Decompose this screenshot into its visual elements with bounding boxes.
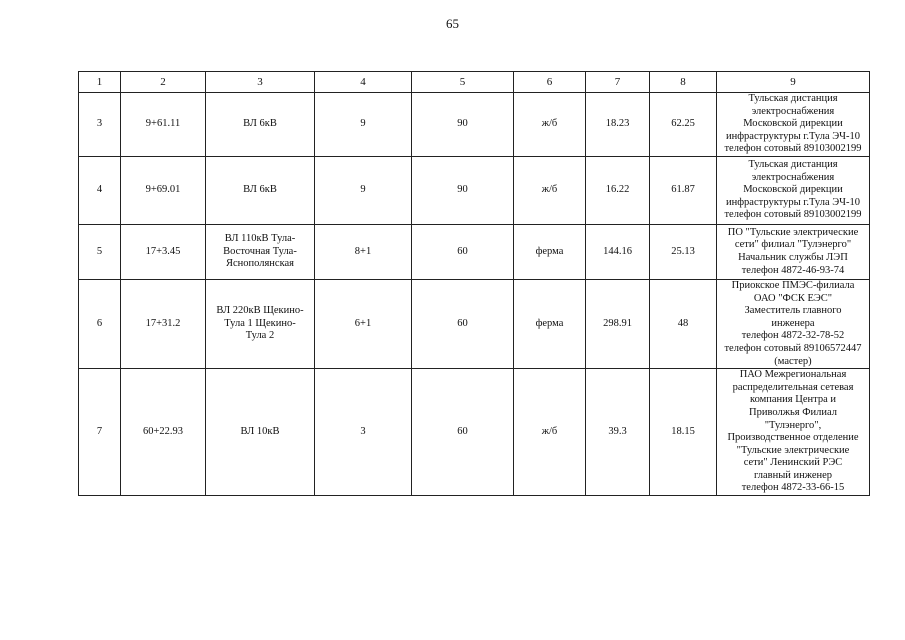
- column-header: 7: [586, 72, 650, 93]
- row-number-cell: 6: [79, 279, 121, 368]
- table-row: [79, 93, 870, 157]
- line-name-cell: ВЛ 6кВ: [206, 93, 315, 157]
- cell: 9: [315, 156, 412, 224]
- picket-cell: 9+61.11: [121, 93, 206, 157]
- table-row: [79, 224, 870, 279]
- cell: 18.23: [586, 93, 650, 157]
- table-row: [79, 369, 870, 496]
- cell: 62.25: [650, 93, 717, 157]
- cell: 90: [412, 93, 514, 157]
- line-name-cell: ВЛ 10кВ: [206, 369, 315, 496]
- cell: 61.87: [650, 156, 717, 224]
- row-number-cell: 3: [79, 93, 121, 157]
- cell: 298.91: [586, 279, 650, 368]
- cell: 18.15: [650, 369, 717, 496]
- cell: 16.22: [586, 156, 650, 224]
- owner-contact-cell: Тульская дистанция электроснабжения Московской дирекции инфраструктуры г.Тула ЭЧ-10 телефон сотовый 89103002199: [717, 156, 870, 224]
- owner-contact-cell: Тульская дистанция электроснабжения Московской дирекции инфраструктуры г.Тула ЭЧ-10 телефон сотовый 89103002199: [717, 93, 870, 157]
- cell: 144.16: [586, 224, 650, 279]
- table-row: [79, 279, 870, 368]
- column-header: 1: [79, 72, 121, 93]
- cell: 25.13: [650, 224, 717, 279]
- support-type-cell: ферма: [514, 279, 586, 368]
- picket-cell: 60+22.93: [121, 369, 206, 496]
- support-type-cell: ж/б: [514, 156, 586, 224]
- cell: 48: [650, 279, 717, 368]
- cell: 90: [412, 156, 514, 224]
- column-header: 2: [121, 72, 206, 93]
- support-type-cell: ферма: [514, 224, 586, 279]
- column-header: 8: [650, 72, 717, 93]
- line-name-cell: ВЛ 220кВ Щекино- Тула 1 Щекино- Тула 2: [206, 279, 315, 368]
- column-header: 5: [412, 72, 514, 93]
- column-header: 3: [206, 72, 315, 93]
- picket-cell: 17+31.2: [121, 279, 206, 368]
- table-row: [79, 156, 870, 224]
- owner-contact-cell: ПАО Межрегиональная распределительная сетевая компания Центра и Приволжья Филиал "Тулэнерго", Производственное отделение "Тульские электрические сети" Ленинский РЭС главный инженер телефон 4872-33-66-15: [717, 369, 870, 496]
- row-number-cell: 4: [79, 156, 121, 224]
- owner-contact-cell: ПО "Тульские электрические сети" филиал "Тулэнерго" Начальник службы ЛЭП телефон 4872-46-93-74: [717, 224, 870, 279]
- table-header-row: [79, 72, 870, 93]
- page-number: 65: [446, 16, 459, 31]
- column-header: 6: [514, 72, 586, 93]
- row-number-cell: 5: [79, 224, 121, 279]
- line-name-cell: ВЛ 110кВ Тула- Восточная Тула- Яснополянская: [206, 224, 315, 279]
- picket-cell: 17+3.45: [121, 224, 206, 279]
- support-type-cell: ж/б: [514, 93, 586, 157]
- cell: 8+1: [315, 224, 412, 279]
- cell: 60: [412, 279, 514, 368]
- cell: 60: [412, 369, 514, 496]
- row-number-cell: 7: [79, 369, 121, 496]
- cell: 9: [315, 93, 412, 157]
- cell: 6+1: [315, 279, 412, 368]
- column-header: 9: [717, 72, 870, 93]
- column-header: 4: [315, 72, 412, 93]
- cell: 3: [315, 369, 412, 496]
- support-type-cell: ж/б: [514, 369, 586, 496]
- cell: 39.3: [586, 369, 650, 496]
- line-name-cell: ВЛ 6кВ: [206, 156, 315, 224]
- owner-contact-cell: Приокское ПМЭС-филиала ОАО "ФСК ЕЭС" Заместитель главного инженера телефон 4872-32-78-52 телефон сотовый 89106572447 (мастер): [717, 279, 870, 368]
- data-table: [78, 71, 870, 496]
- picket-cell: 9+69.01: [121, 156, 206, 224]
- cell: 60: [412, 224, 514, 279]
